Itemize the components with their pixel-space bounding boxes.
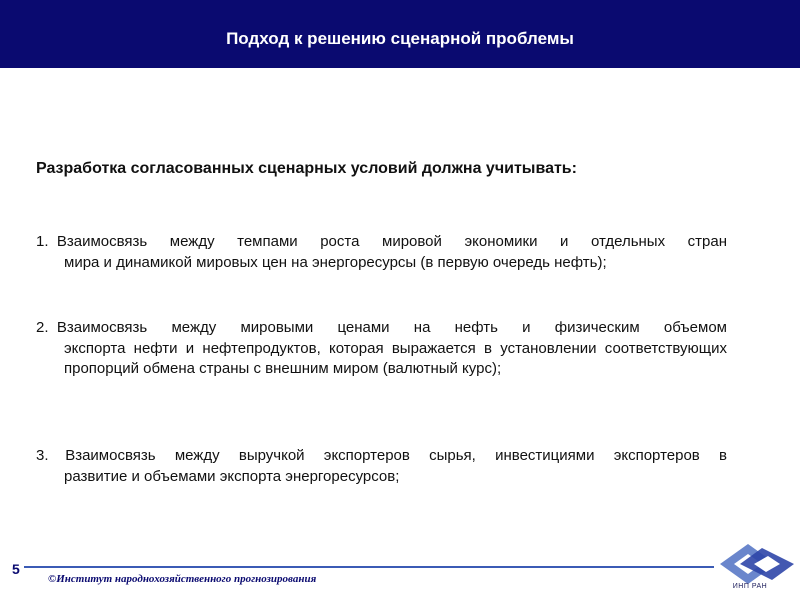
- list-item-first-line: [36, 446, 727, 467]
- slide-title: Подход к решению сценарной проблемы: [226, 29, 574, 48]
- list-item-text: Взаимосвязь между мировыми ценами на нефть и физическим объемом: [56, 319, 727, 336]
- slide-subtitle: Разработка согласованных сценарных условий должна учитывать:: [36, 160, 577, 177]
- footer-divider: [24, 566, 714, 568]
- list-item: [36, 232, 727, 273]
- list-item-text: Взаимосвязь между темпами роста мировой экономики и отдельных стран: [56, 233, 727, 250]
- list-item-continuation: развитие и объемами экспорта энергоресурсов;: [64, 467, 400, 485]
- list-item-number: 2.: [36, 319, 57, 336]
- list-item-number: 3.: [36, 447, 66, 464]
- slide-number: 5: [12, 561, 20, 577]
- list-item-text: Взаимосвязь между выручкой экспортеров сырья, инвестициями экспортеров в: [65, 447, 727, 464]
- list-item-first-line: [36, 232, 727, 253]
- footer-copyright: ©Институт народнохозяйственного прогнозирования: [48, 573, 317, 585]
- logo-caption: ИНП РАН: [732, 583, 768, 590]
- list-item: [36, 446, 727, 487]
- list-item-first-line: [36, 318, 727, 339]
- list-item-continuation: экспорта нефти и нефтепродуктов, которая выражается в установлении соответствующих пропорций обмена страны с внешним миром (валютный курс);: [64, 339, 727, 377]
- list-item: [36, 318, 727, 380]
- list-item-continuation: мира и динамикой мировых цен на энергоресурсы (в первую очередь нефть);: [64, 253, 607, 271]
- list-item-number: 1.: [36, 233, 57, 250]
